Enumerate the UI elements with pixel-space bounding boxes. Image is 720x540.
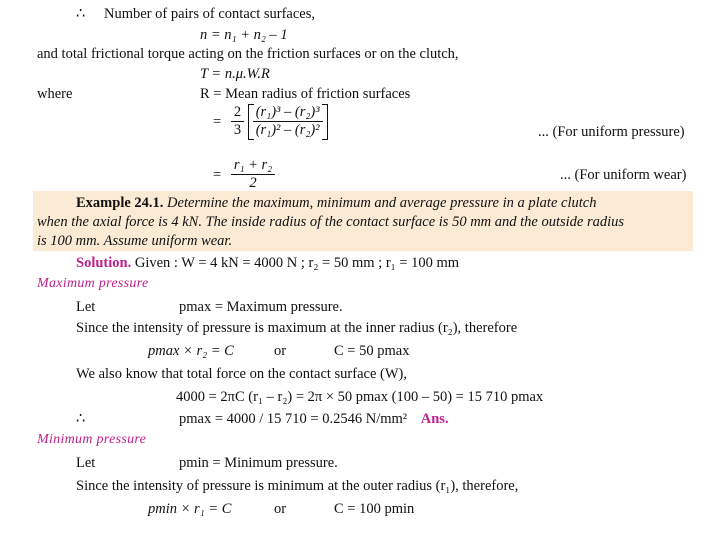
radius-cubes-numerator: (r₁)³ – (r₂)³ bbox=[253, 104, 323, 122]
wear-numerator: r₁ + r₂ bbox=[231, 157, 275, 175]
mean-radius-definition: R = Mean radius of friction surfaces bbox=[200, 86, 411, 102]
coefficient-fraction bbox=[231, 104, 244, 140]
uniform-wear-note: ... (For uniform wear) bbox=[560, 167, 687, 183]
pmin-definition: pmin = Minimum pressure. bbox=[179, 455, 338, 471]
uniform-wear-formula bbox=[213, 157, 275, 193]
pmin-constant-equation: pmin × r₁ = C bbox=[148, 501, 232, 517]
pmax-constant-equation: pmax × r₂ = C bbox=[148, 343, 234, 359]
total-force-equation: 4000 = 2πC (r₁ – r₂) = 2π × 50 pmax (100 – 50) = 15 710 pmax bbox=[176, 389, 544, 405]
example-text-3: is 100 mm. Assume uniform wear. bbox=[37, 233, 233, 249]
equals-sign: = bbox=[213, 166, 222, 183]
example-text-1: Determine the maximum, minimum and average pressure in a plate clutch bbox=[167, 195, 597, 211]
torque-equation: T = n.μ.W.R bbox=[200, 66, 270, 82]
example-label: Example 24.1. bbox=[76, 195, 164, 211]
max-intensity-statement: Since the intensity of pressure is maximum at the inner radius (r₂), therefore bbox=[76, 320, 518, 336]
constant-pmax-equation: C = 50 pmax bbox=[334, 343, 410, 359]
let-label: Let bbox=[76, 299, 96, 315]
solution-line bbox=[76, 255, 459, 272]
maximum-pressure-heading: Maximum pressure bbox=[37, 276, 149, 291]
where-label: where bbox=[37, 86, 73, 102]
answer-label: Ans. bbox=[420, 411, 449, 427]
solution-label: Solution. bbox=[76, 255, 132, 271]
radius-fraction bbox=[253, 104, 323, 140]
given-values: Given : W = 4 kN = 4000 N ; r₂ = 50 mm ; r₁ = 100 mm bbox=[134, 255, 460, 271]
let-label: Let bbox=[76, 455, 96, 471]
radius-squares-denominator: (r₁)² – (r₂)² bbox=[255, 122, 320, 139]
pmax-result bbox=[179, 411, 449, 428]
radius-bracket bbox=[248, 104, 328, 140]
therefore-symbol: ∴ bbox=[76, 411, 86, 427]
equals-sign: = bbox=[213, 113, 222, 130]
uniform-pressure-note: ... (For uniform pressure) bbox=[538, 124, 685, 140]
pairs-statement: Number of pairs of contact surfaces, bbox=[104, 6, 315, 22]
pairs-equation: n = n₁ + n₂ – 1 bbox=[200, 27, 288, 43]
min-intensity-statement: Since the intensity of pressure is minimum at the outer radius (r₁), therefore, bbox=[76, 478, 519, 494]
coefficient-denominator: 3 bbox=[233, 122, 242, 139]
wear-fraction bbox=[231, 157, 275, 193]
wear-denominator: 2 bbox=[249, 175, 257, 192]
therefore-symbol: ∴ bbox=[76, 6, 86, 22]
example-line-1 bbox=[76, 195, 596, 212]
total-force-statement: We also know that total force on the contact surface (W), bbox=[76, 366, 407, 382]
example-text-2: when the axial force is 4 kN. The inside radius of the contact surface is 50 mm and the outside radius bbox=[37, 214, 625, 230]
coefficient-numerator: 2 bbox=[231, 104, 244, 122]
minimum-pressure-heading: Minimum pressure bbox=[37, 432, 147, 447]
pmax-definition: pmax = Maximum pressure. bbox=[179, 299, 343, 315]
torque-statement: and total frictional torque acting on the friction surfaces or on the clutch, bbox=[37, 46, 459, 62]
pmax-result-value: pmax = 4000 / 15 710 = 0.2546 N/mm² bbox=[179, 411, 408, 427]
or-label: or bbox=[274, 501, 287, 517]
constant-pmin-equation: C = 100 pmin bbox=[334, 501, 415, 517]
or-label: or bbox=[274, 343, 287, 359]
uniform-pressure-formula bbox=[213, 104, 328, 140]
